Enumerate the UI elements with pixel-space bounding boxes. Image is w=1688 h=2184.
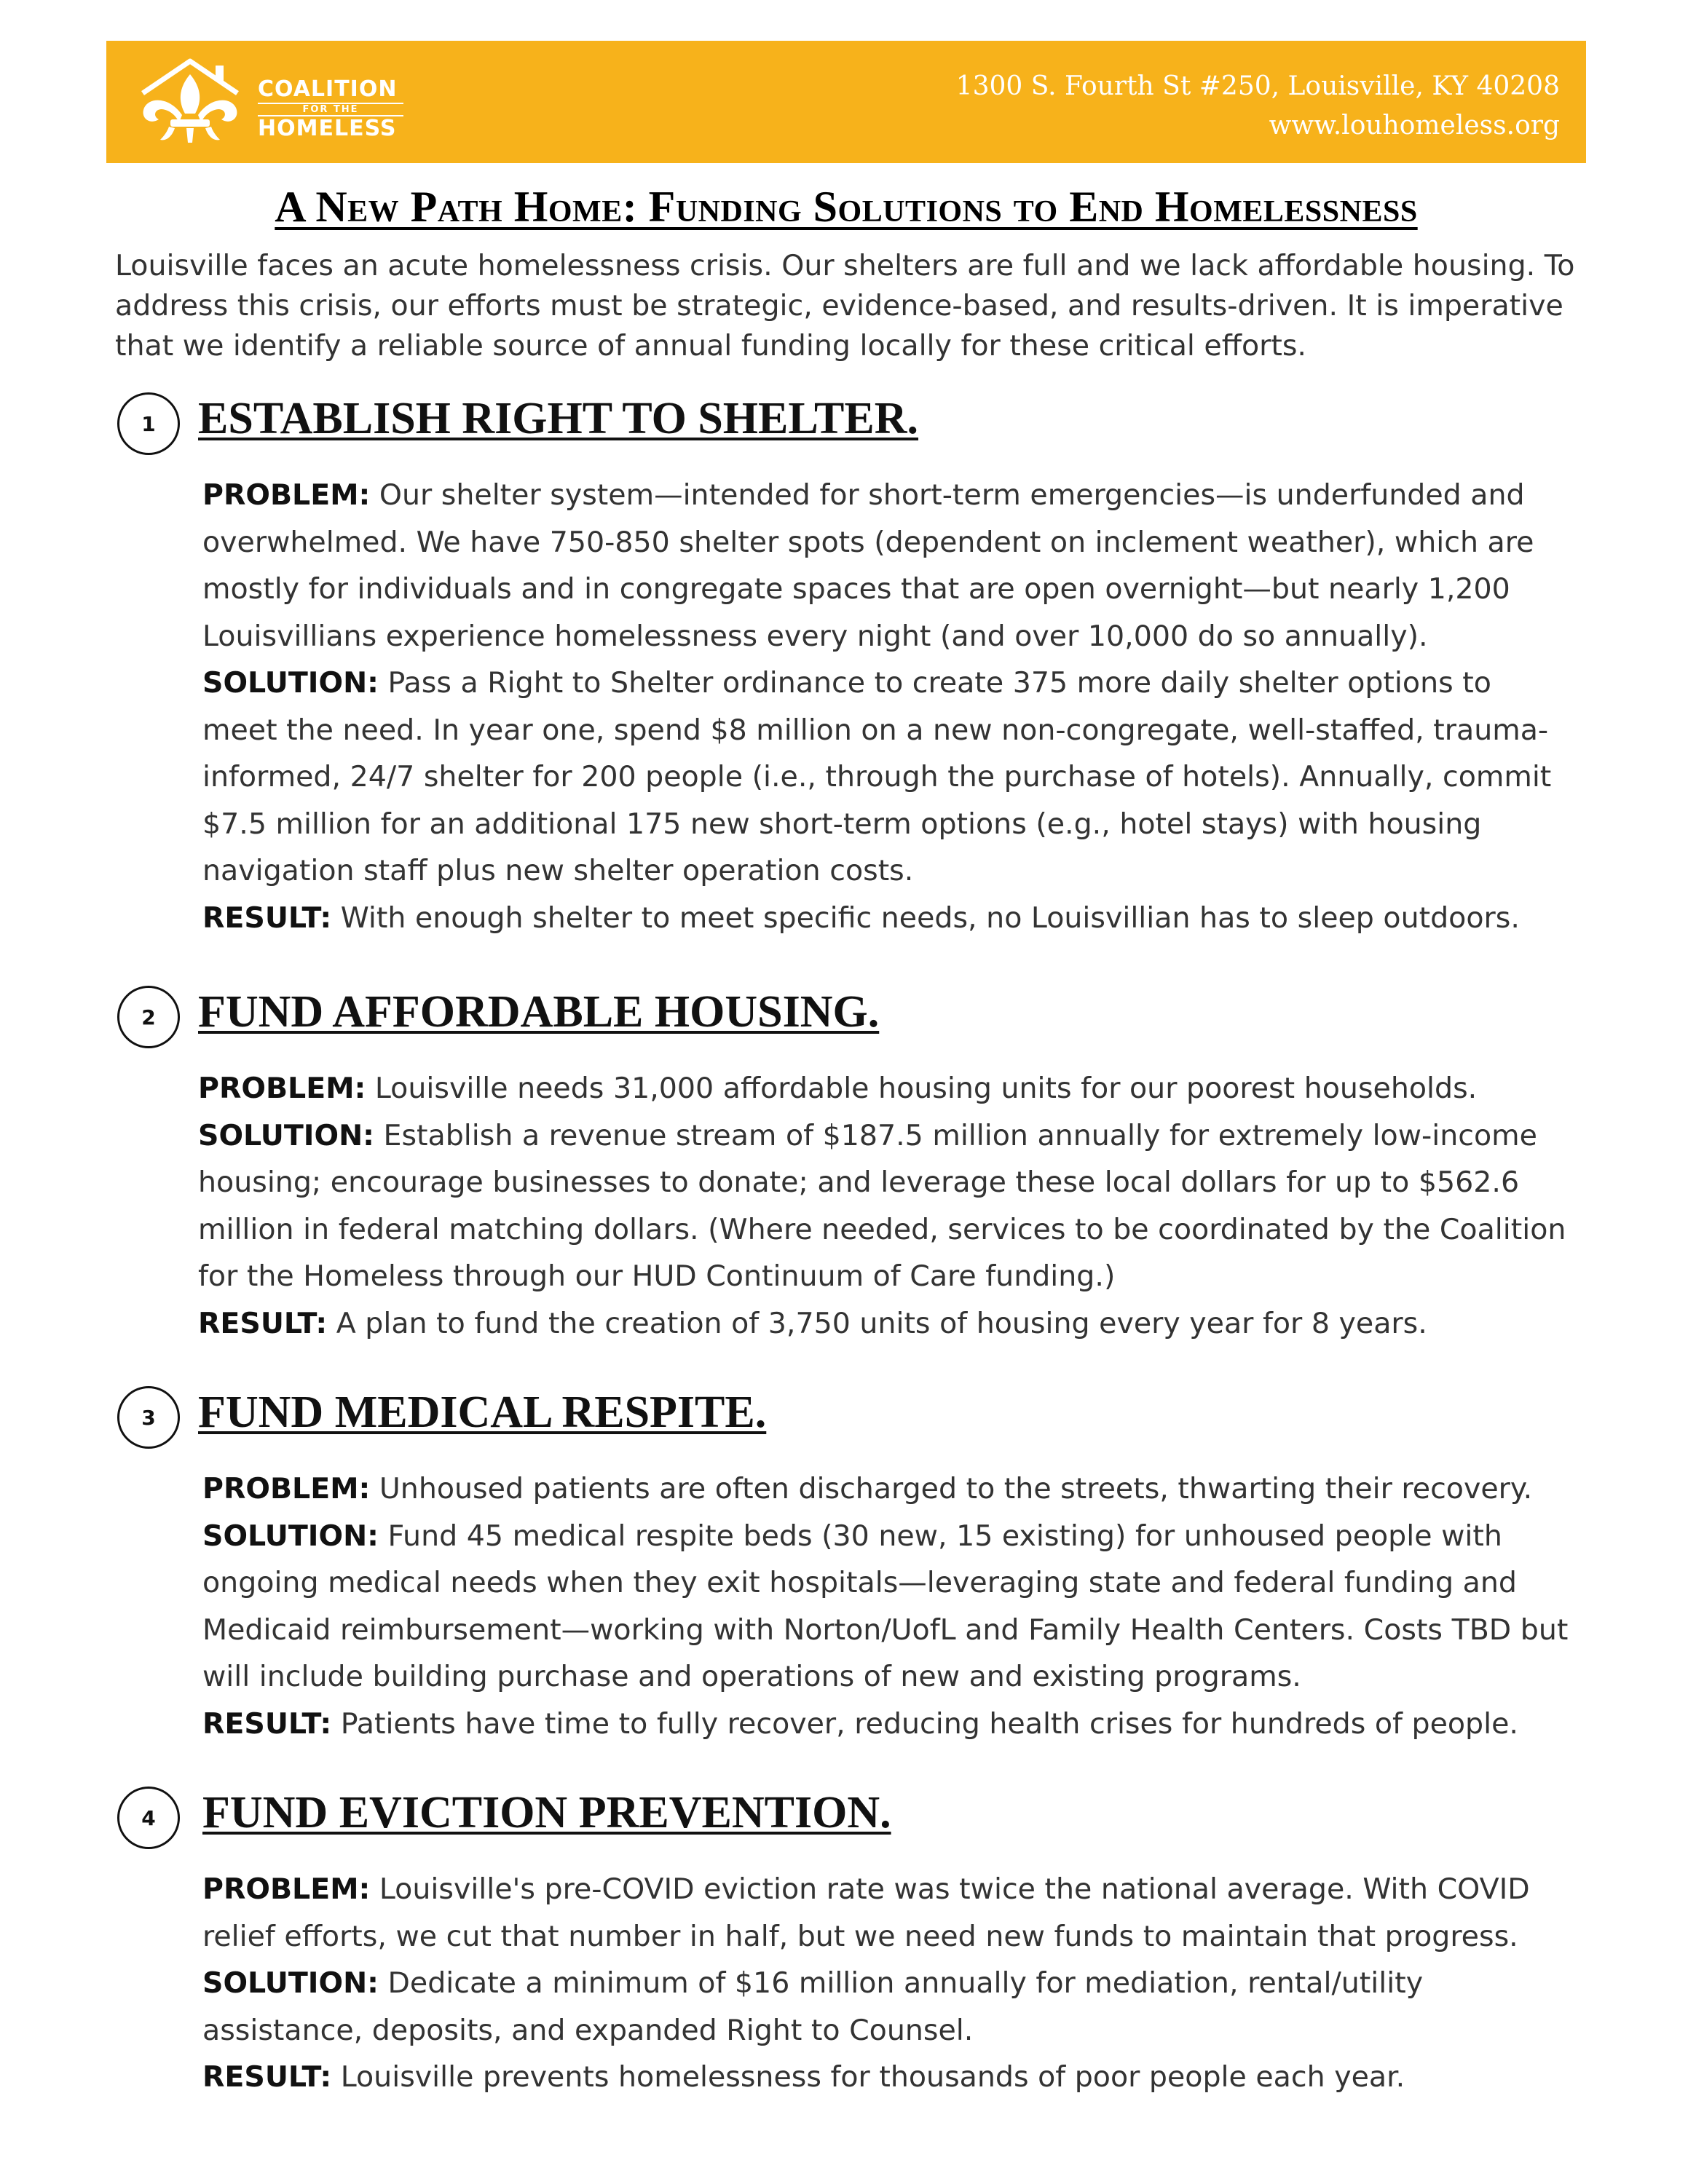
- problem-paragraph: [198, 1065, 1571, 1112]
- result-label: RESULT:: [202, 901, 332, 935]
- problem-text: Our shelter system—intended for short-term emergencies—is underfunded and overwhelmed. We have 750-850 shelter spots (dependent on inclement weather), which are mostly for individuals and in congregate spaces that are open overnight—but nearly 1,200 Louisvillians experience homelessness every night (and over 10,000 do so annually).: [202, 478, 1534, 653]
- result-label: RESULT:: [202, 2060, 332, 2094]
- problem-paragraph: [202, 1465, 1571, 1513]
- result-paragraph: [202, 895, 1571, 942]
- website-link[interactable]: www.louhomeless.org: [1269, 111, 1560, 141]
- result-paragraph: [202, 1701, 1571, 1748]
- coalition-logo[interactable]: [128, 55, 405, 149]
- result-label: RESULT:: [198, 1306, 328, 1340]
- intro-paragraph: Louisville faces an acute homelessness crisis. Our shelters are full and we lack affordable housing. To address this crisis, our efforts must be strategic, evidence-based, and results-driven. It is imperative that we identify a reliable source of annual funding locally for these critical efforts.: [115, 249, 1575, 363]
- solution-text: Pass a Right to Shelter ordinance to create 375 more daily shelter options to meet the need. In year one, spend $8 million on a new non-congregate, well-staffed, trauma-informed, 24/7 shelter for 200 people (i.e., through the purchase of hotels). Annually, commit $7.5 million for an additional 175 new short-term options (e.g., hotel stays) with housing navigation staff plus new shelter operation costs.: [202, 666, 1552, 887]
- solution-label: SOLUTION:: [198, 1118, 374, 1152]
- section-number-circle: 1: [117, 392, 180, 455]
- logo-wordmark: [258, 76, 403, 141]
- problem-label: PROBLEM:: [202, 478, 371, 512]
- result-text: With enough shelter to meet specific needs, no Louisvillian has to sleep outdoors.: [340, 901, 1520, 935]
- logo-text-homeless: HOMELESS: [258, 116, 397, 141]
- solution-paragraph: [202, 1513, 1571, 1701]
- solution-paragraph: [198, 1112, 1571, 1300]
- section-body: [202, 1465, 1571, 1747]
- problem-text: Louisville needs 31,000 affordable housing units for our poorest households.: [374, 1072, 1478, 1105]
- problem-text: Unhoused patients are often discharged to the streets, thwarting their recovery.: [379, 1472, 1533, 1506]
- result-paragraph: [202, 2054, 1571, 2101]
- section-body: [198, 1065, 1571, 1347]
- problem-paragraph: [202, 472, 1571, 660]
- section-body: [202, 1866, 1571, 2101]
- problem-text: Louisville's pre-COVID eviction rate was twice the national average. With COVID relief efforts, we cut that number in half, but we need new funds to maintain that progress.: [202, 1872, 1530, 1953]
- solution-label: SOLUTION:: [202, 666, 379, 700]
- solution-label: SOLUTION:: [202, 1966, 379, 2000]
- header-bar: [106, 41, 1586, 163]
- solution-paragraph: [202, 660, 1571, 895]
- problem-label: PROBLEM:: [198, 1072, 366, 1105]
- logo-text-coalition: COALITION: [258, 76, 398, 102]
- solution-text: Establish a revenue stream of $187.5 million annually for extremely low-income housing; encourage businesses to donate; and leverage these local dollars for up to $562.6 million in federal matching dollars. (Where needed, services to be coordinated by the Coalition for the Homeless through our HUD Continuum of Care funding.): [198, 1118, 1566, 1293]
- section-heading: ESTABLISH RIGHT TO SHELTER.: [198, 394, 919, 443]
- page-title: A New Path Home: Funding Solutions to End Homelessness: [275, 183, 1418, 231]
- section-number-circle: 3: [117, 1386, 180, 1449]
- section-number-circle: 4: [117, 1787, 180, 1849]
- logo-text-for-the: FOR THE: [258, 103, 403, 116]
- address-text: 1300 S. Fourth St #250, Louisville, KY 40208: [955, 71, 1560, 101]
- problem-paragraph: [202, 1866, 1571, 1960]
- result-paragraph: [198, 1300, 1571, 1348]
- result-text: Louisville prevents homelessness for thousands of poor people each year.: [340, 2060, 1405, 2094]
- result-text: A plan to fund the creation of 3,750 units of housing every year for 8 years.: [336, 1306, 1427, 1340]
- result-label: RESULT:: [202, 1706, 332, 1741]
- solution-paragraph: [202, 1960, 1571, 2054]
- solution-text: Fund 45 medical respite beds (30 new, 15 existing) for unhoused people with ongoing medical needs when they exit hospitals—leveraging state and federal funding and Medicaid reimbursement—working with Norton/UofL and Family Health Centers. Costs TBD but will include building purchase and operations of new and existing programs.: [202, 1519, 1569, 1693]
- section-body: [202, 472, 1571, 941]
- section-heading: FUND EVICTION PREVENTION.: [202, 1788, 891, 1837]
- solution-text: Dedicate a minimum of $16 million annually for mediation, rental/utility assistance, deposits, and expanded Right to Counsel.: [202, 1966, 1424, 2047]
- section-heading: FUND AFFORDABLE HOUSING.: [198, 987, 880, 1037]
- section-heading: FUND MEDICAL RESPITE.: [198, 1388, 767, 1437]
- contact-block: [956, 67, 1560, 146]
- problem-label: PROBLEM:: [202, 1472, 371, 1506]
- fleur-de-lis-house-icon: [128, 55, 252, 149]
- section-number-circle: 2: [117, 986, 180, 1048]
- problem-label: PROBLEM:: [202, 1872, 371, 1906]
- result-text: Patients have time to fully recover, reducing health crises for hundreds of people.: [340, 1706, 1518, 1741]
- solution-label: SOLUTION:: [202, 1519, 379, 1553]
